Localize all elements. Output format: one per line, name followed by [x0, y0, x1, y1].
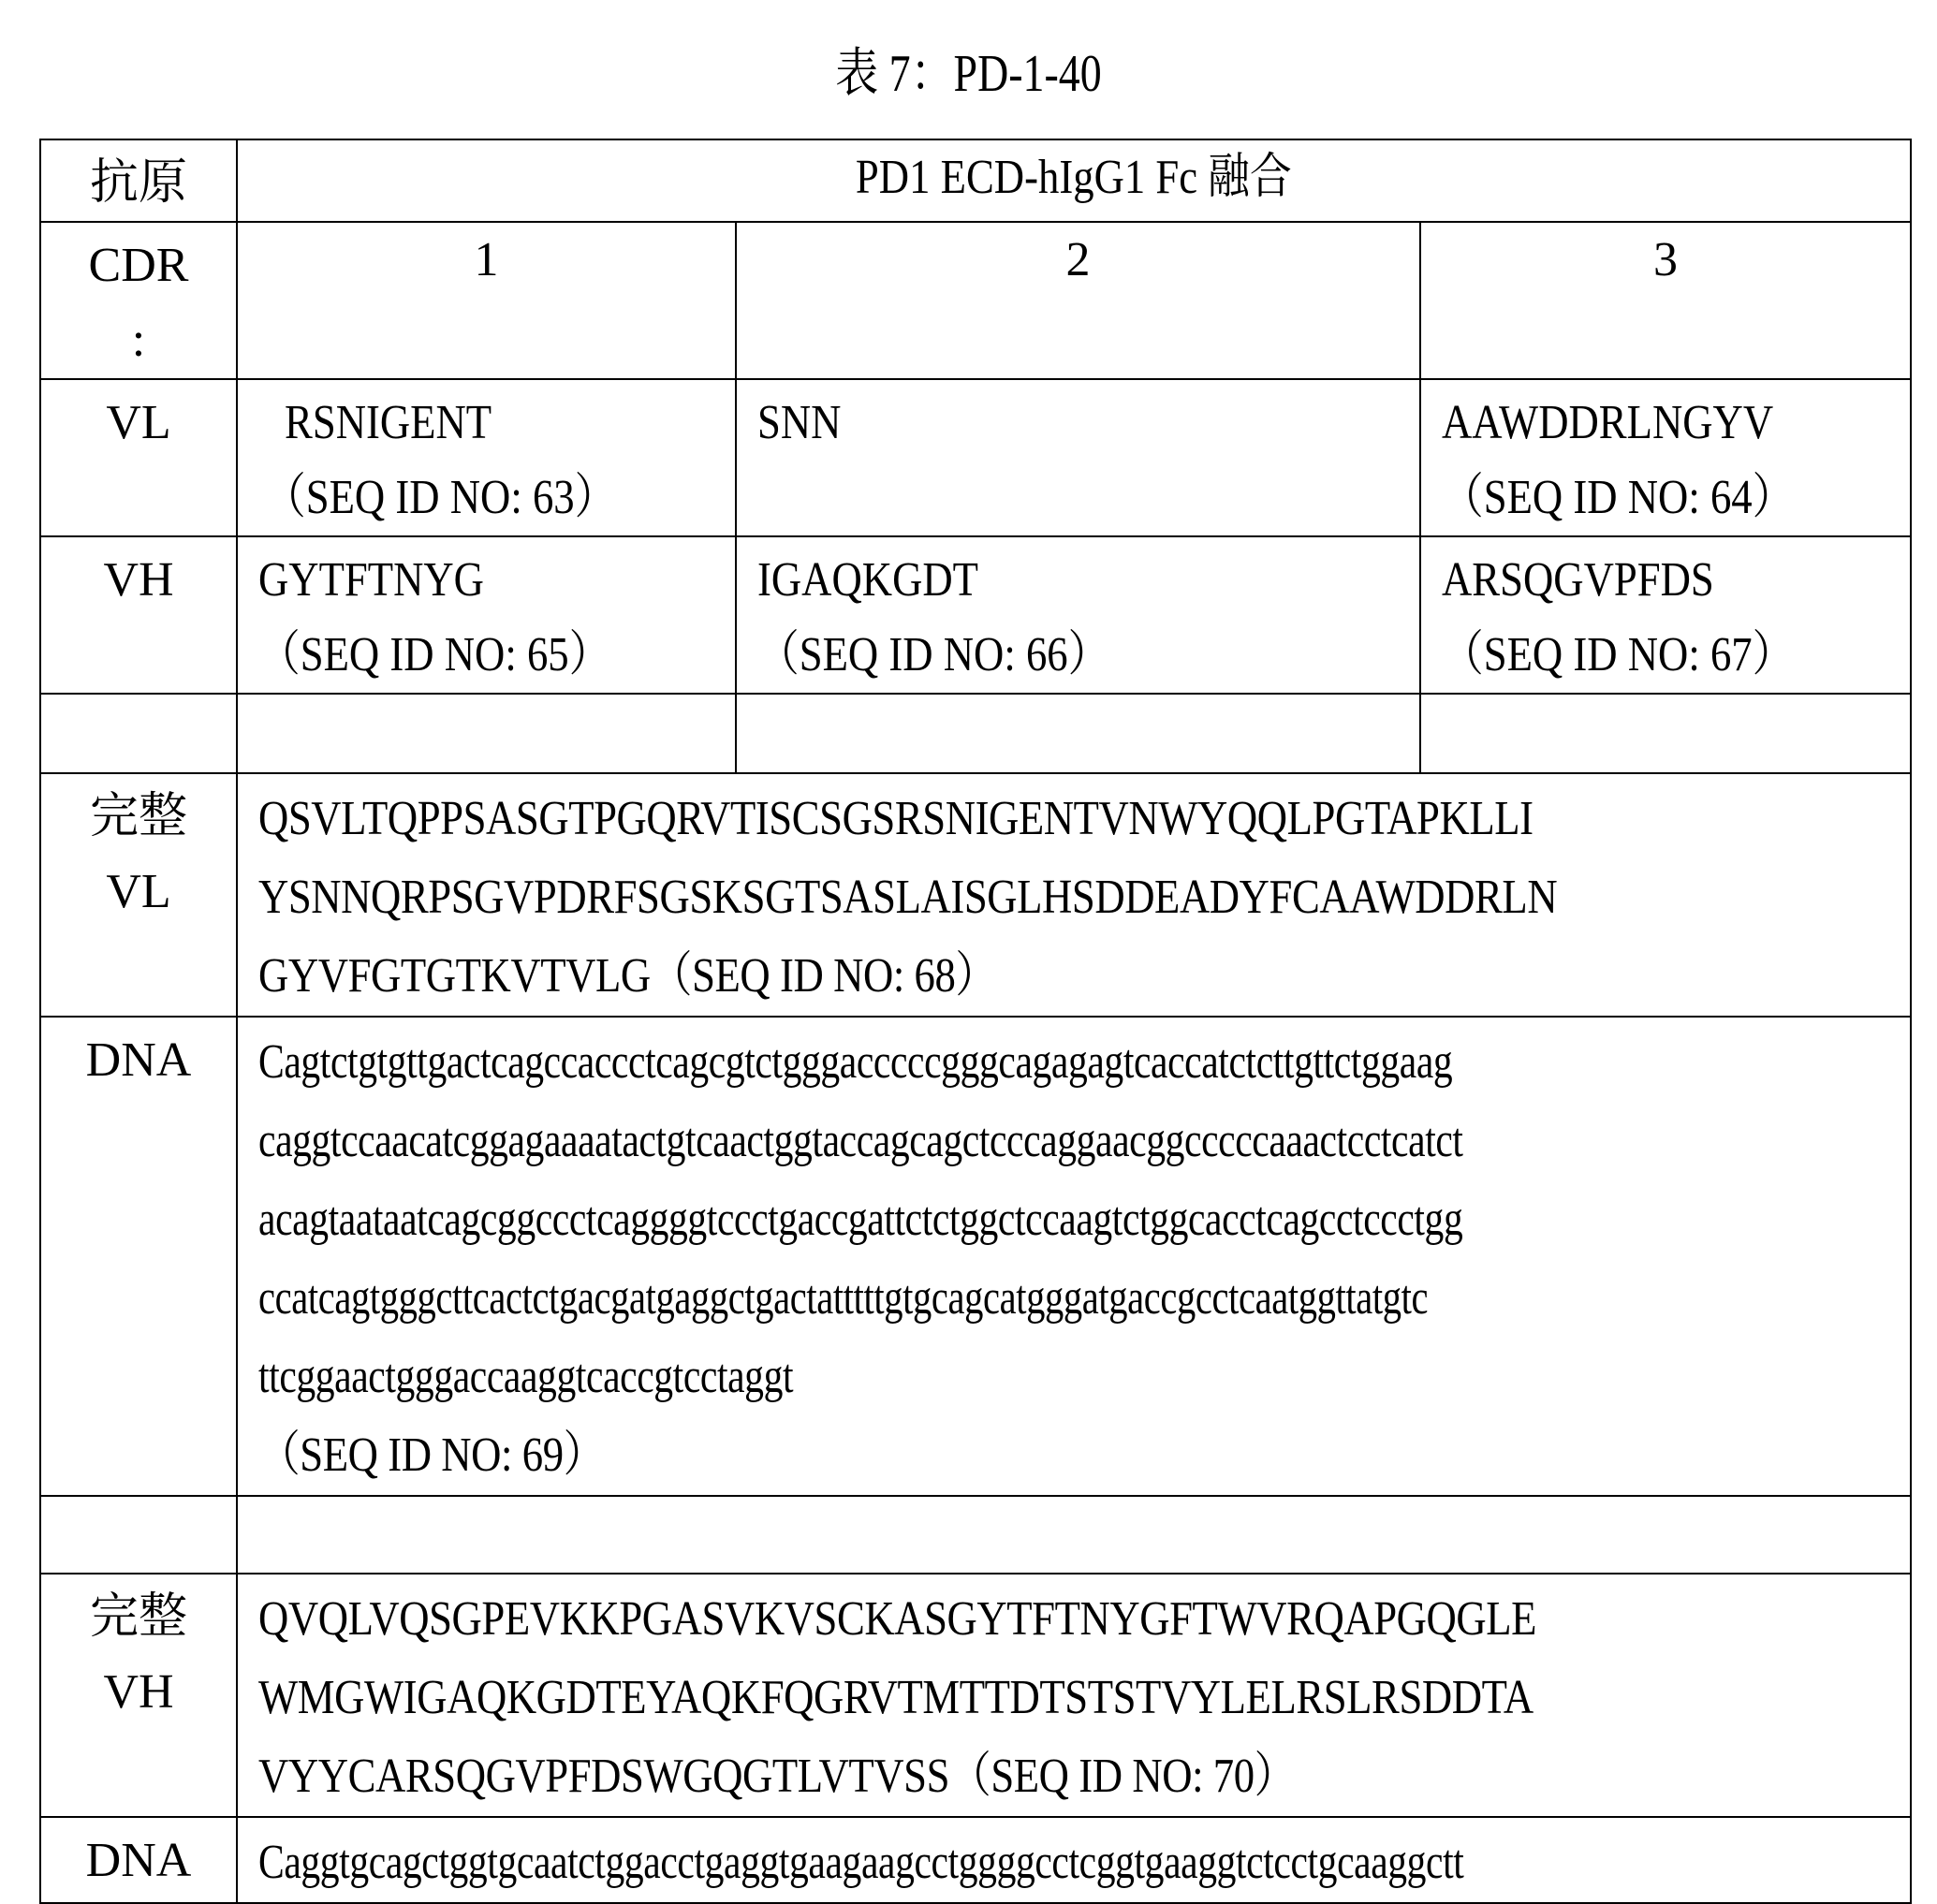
vh-cdr2-id: （SEQ ID NO: 66） [757, 628, 1110, 681]
vh-dna-sequence-cell [237, 1817, 1911, 1903]
cdr-label-cell [40, 222, 237, 379]
cdr-label-colon: : [131, 314, 146, 367]
vl-cdr1-id: （SEQ ID NO: 63） [264, 471, 617, 524]
vh-cdr3-seq: ARSQGVPFDS [1442, 553, 1714, 607]
cdr-header-row [40, 222, 1911, 379]
empty-cell [1420, 694, 1911, 773]
full-vh-line: WMGWIGAQKGDTEYAQKFQGRVTMTTDTSTSTVYLELRSLRSDDTA [258, 1671, 1533, 1724]
full-vh-line: VYYCARSQGVPFDSWGQGTLVTVSS（SEQ ID NO: 70） [258, 1750, 1296, 1803]
full-vl-row [40, 773, 1911, 1017]
cdr-col-2: 2 [736, 222, 1420, 379]
vh-label: VH [103, 553, 174, 607]
full-vh-label-cell [40, 1574, 237, 1817]
vl-label-cell [40, 379, 237, 536]
cdr-label: CDR [88, 239, 189, 292]
full-vh-row [40, 1574, 1911, 1817]
vh-cdr3-cell [1420, 536, 1911, 694]
vl-cdr1-seq: RSNIGENT [285, 396, 492, 449]
full-vl-line: YSNNQRPSGVPDRFSGSKSGTSASLAISGLHSDDEADYFCAAWDDRLN [258, 871, 1558, 924]
vl-dna-line: ccatcagtgggcttcactctgacgatgaggctgactatttttgtgcagcatgggatgaccgcctcaatggttatgtc [258, 1271, 1429, 1325]
vh-cdr2-seq: IGAQKGDT [757, 553, 978, 607]
antigen-value-cell [237, 139, 1911, 222]
vl-cdr3-id: （SEQ ID NO: 64） [1442, 471, 1795, 524]
full-vh-label-line1: 完整 [89, 1590, 187, 1644]
vl-dna-label: DNA [85, 1033, 192, 1087]
vl-dna-line: acagtaataatcagcggccctcaggggtccctgaccgattctctggctccaagtctggcacctcagcctccctgg [258, 1193, 1463, 1246]
antigen-label-cell [40, 139, 237, 222]
full-vh-line: QVQLVQSGPEVKKPGASVKVSCKASGYTFTNYGFTWVRQAPGQGLE [258, 1592, 1537, 1646]
vh-cdr3-id: （SEQ ID NO: 67） [1442, 628, 1795, 681]
vl-label: VL [106, 396, 171, 449]
vh-cdr1-cell [237, 536, 736, 694]
vh-label-cell [40, 536, 237, 694]
vh-dna-label-cell [40, 1817, 237, 1903]
vl-dna-line: caggtccaacatcggagaaaatactgtcaactggtaccagcagctcccaggaacggcccccaaactcctcatct [258, 1114, 1463, 1167]
vl-dna-line: ttcggaactgggaccaaggtcaccgtcctaggt [258, 1350, 794, 1403]
full-vl-label-line1: 完整 [89, 790, 187, 843]
vl-cdr2-seq: SNN [757, 396, 842, 449]
vh-dna-row [40, 1817, 1911, 1903]
vh-dna-label: DNA [85, 1834, 192, 1887]
full-vl-sequence-cell [237, 773, 1911, 1017]
empty-cell [40, 694, 237, 773]
vl-dna-seq-id: （SEQ ID NO: 69） [258, 1428, 605, 1482]
vl-cdr2-cell [736, 379, 1420, 536]
full-vl-label-line2: VL [106, 865, 171, 918]
full-vl-line: QSVLTQPPSASGTPGQRVTISCSGSRSNIGENTVNWYQQLPGTAPKLLI [258, 792, 1533, 845]
vh-cdr-row [40, 536, 1911, 694]
empty-cell [736, 694, 1420, 773]
vh-dna-line: Caggtgcagctggtgcaatctggacctgaggtgaagaagcctggggcctcggtgaaggtctcctgcaaggctt [258, 1836, 1464, 1889]
vl-cdr3-cell [1420, 379, 1911, 536]
vh-cdr1-id: （SEQ ID NO: 65） [258, 628, 611, 681]
vh-cdr1-seq: GYTFTNYG [258, 553, 484, 607]
antigen-row [40, 139, 1911, 222]
empty-cell [237, 1496, 1911, 1574]
vl-dna-row [40, 1017, 1911, 1496]
vl-cdr3-seq: AAWDDRLNGYV [1442, 396, 1774, 449]
vl-cdr-row [40, 379, 1911, 536]
spacer-row-2 [40, 1496, 1911, 1574]
vl-dna-line: Cagtctgtgttgactcagccaccctcagcgtctgggacccccgggcagagagtcaccatctcttgttctggaag [258, 1035, 1453, 1089]
full-vh-label-line2: VH [103, 1665, 174, 1719]
antigen-label: 抗原 [89, 156, 187, 210]
full-vl-label-cell [40, 773, 237, 1017]
vl-dna-label-cell [40, 1017, 237, 1496]
full-vh-sequence-cell [237, 1574, 1911, 1817]
full-vl-line: GYVFGTGTKVTVLG（SEQ ID NO: 68） [258, 949, 997, 1003]
cdr-col-1: 1 [237, 222, 736, 379]
sequence-table [39, 139, 1912, 1904]
antigen-value: PD1 ECD-hIgG1 Fc 融合 [856, 151, 1292, 204]
spacer-row-1 [40, 694, 1911, 773]
empty-cell [40, 1496, 237, 1574]
cdr-col-3: 3 [1420, 222, 1911, 379]
vl-dna-sequence-cell [237, 1017, 1911, 1496]
vh-cdr2-cell [736, 536, 1420, 694]
empty-cell [237, 694, 736, 773]
vl-cdr1-cell [237, 379, 736, 536]
table-title: 表 7：PD-1-40 [835, 45, 1102, 103]
